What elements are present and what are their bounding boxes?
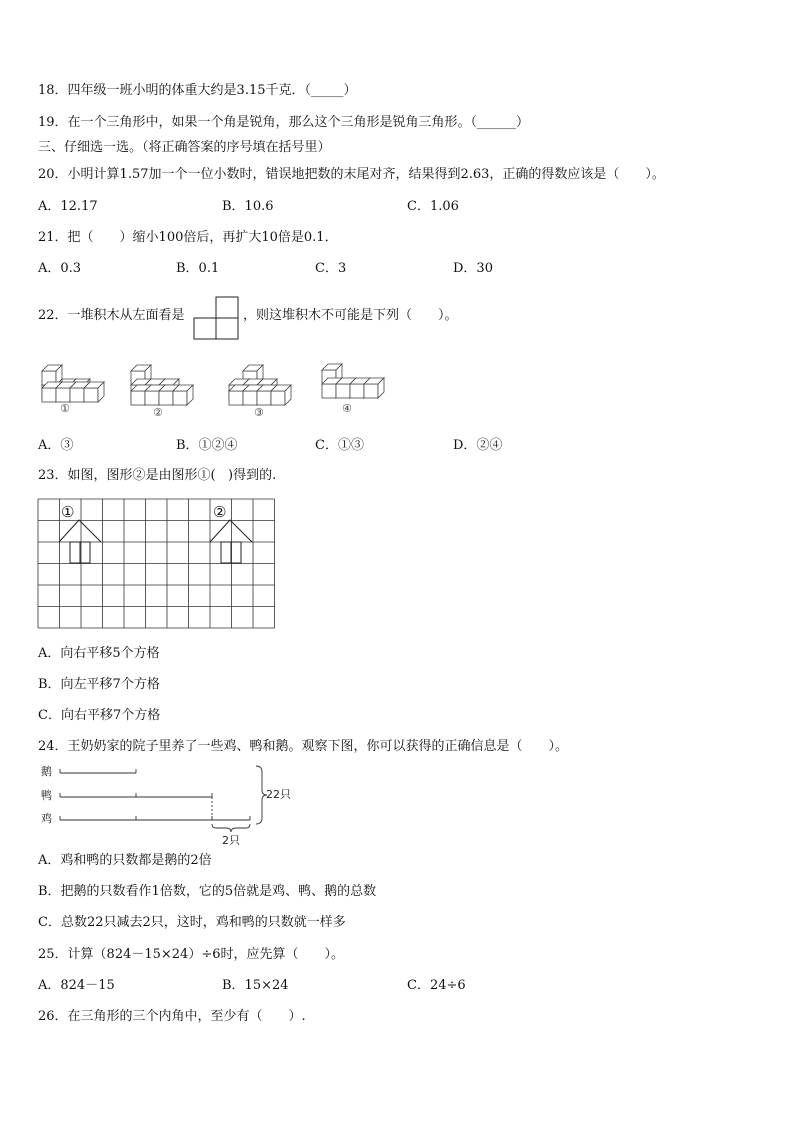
q24-option-a: A．鸡和鸭的只数都是鹅的2倍 — [38, 853, 212, 868]
block-figure-1 — [42, 365, 104, 415]
block-figures — [36, 358, 406, 420]
q25-option-b: B．15×24 — [222, 978, 289, 993]
diagram-total: 22只 — [266, 788, 291, 801]
block-figure-label: ② — [153, 406, 163, 419]
question-25: 25．计算（824－15×24）÷6时，应先算（ ）。 — [38, 947, 344, 962]
question-18: 18．四年级一班小明的体重大约是3.15千克．（_____） — [38, 83, 357, 98]
question-22-text-end: ，则这堆积木不可能是下列（ ）。 — [243, 308, 458, 323]
left-view-figure — [193, 296, 241, 342]
diagram-label-duck: 鸭 — [41, 789, 52, 802]
q20-option-b: B．10.6 — [222, 199, 274, 214]
q25-option-a: A．824－15 — [38, 978, 115, 993]
block-figure-label: ③ — [254, 406, 264, 419]
q25-option-c: C．24÷6 — [407, 978, 466, 993]
diagram-label-goose: 鹅 — [41, 765, 52, 778]
q23-option-a: A．向右平移5个方格 — [38, 646, 160, 661]
block-figure-label: ① — [60, 402, 70, 415]
block-figure-label: ④ — [342, 402, 352, 415]
q20-option-c: C．1.06 — [407, 199, 459, 214]
q23-option-c: C．向右平移7个方格 — [38, 708, 161, 723]
grid-label-2: ② — [213, 503, 227, 521]
q21-option-a: A．0.3 — [38, 261, 82, 276]
question-26: 26．在三角形的三个内角中，至少有（ ）. — [38, 1009, 306, 1024]
q22-option-c: C．①③ — [315, 438, 364, 453]
question-24: 24．王奶奶家的院子里养了一些鸡、鸭和鹅。观察下图，你可以获得的正确信息是（ ）。 — [38, 739, 569, 754]
section-heading: 三、仔细选一选。（将正确答案的序号填在括号里） — [38, 140, 331, 155]
question-21: 21．把（ ）缩小100倍后，再扩大10倍是0.1． — [38, 230, 338, 245]
block-figure-3 — [229, 365, 291, 419]
translation-grid — [37, 498, 277, 630]
arrow-shape-1 — [59, 520, 101, 563]
segment-diagram — [38, 760, 308, 848]
q21-option-d: D．30 — [453, 261, 493, 276]
diagram-diff: 2只 — [222, 834, 240, 847]
diagram-label-chicken: 鸡 — [41, 812, 52, 825]
block-figure-4 — [322, 364, 384, 415]
q23-option-b: B．向左平移7个方格 — [38, 677, 160, 692]
q20-option-a: A．12.17 — [38, 199, 98, 214]
q24-option-c: C．总数22只减去2只，这时，鸡和鸭的只数就一样多 — [38, 915, 346, 930]
q24-option-b: B．把鹅的只数看作1倍数，它的5倍就是鸡、鸭、鹅的总数 — [38, 884, 377, 899]
q22-option-a: A．③ — [38, 438, 74, 453]
question-23: 23．如图，图形②是由图形①( )得到的. — [38, 468, 277, 483]
q21-option-c: C．3 — [315, 261, 347, 276]
q21-option-b: B．0.1 — [176, 261, 220, 276]
grid-label-1: ① — [61, 503, 75, 521]
block-figure-2 — [131, 365, 193, 419]
q22-option-d: D．②④ — [453, 438, 503, 453]
q22-option-b: B．①②④ — [176, 438, 238, 453]
arrow-shape-2 — [210, 520, 252, 563]
question-20: 20．小明计算1.57加一个一位小数时，错误地把数的末尾对齐，结果得到2.63，正确的得数应该是（ ）。 — [38, 167, 665, 182]
question-19: 19．在一个三角形中，如果一个角是锐角，那么这个三角形是锐角三角形。（______） — [38, 115, 530, 130]
question-22-text-start: 22．一堆积木从左面看是 — [38, 308, 185, 323]
